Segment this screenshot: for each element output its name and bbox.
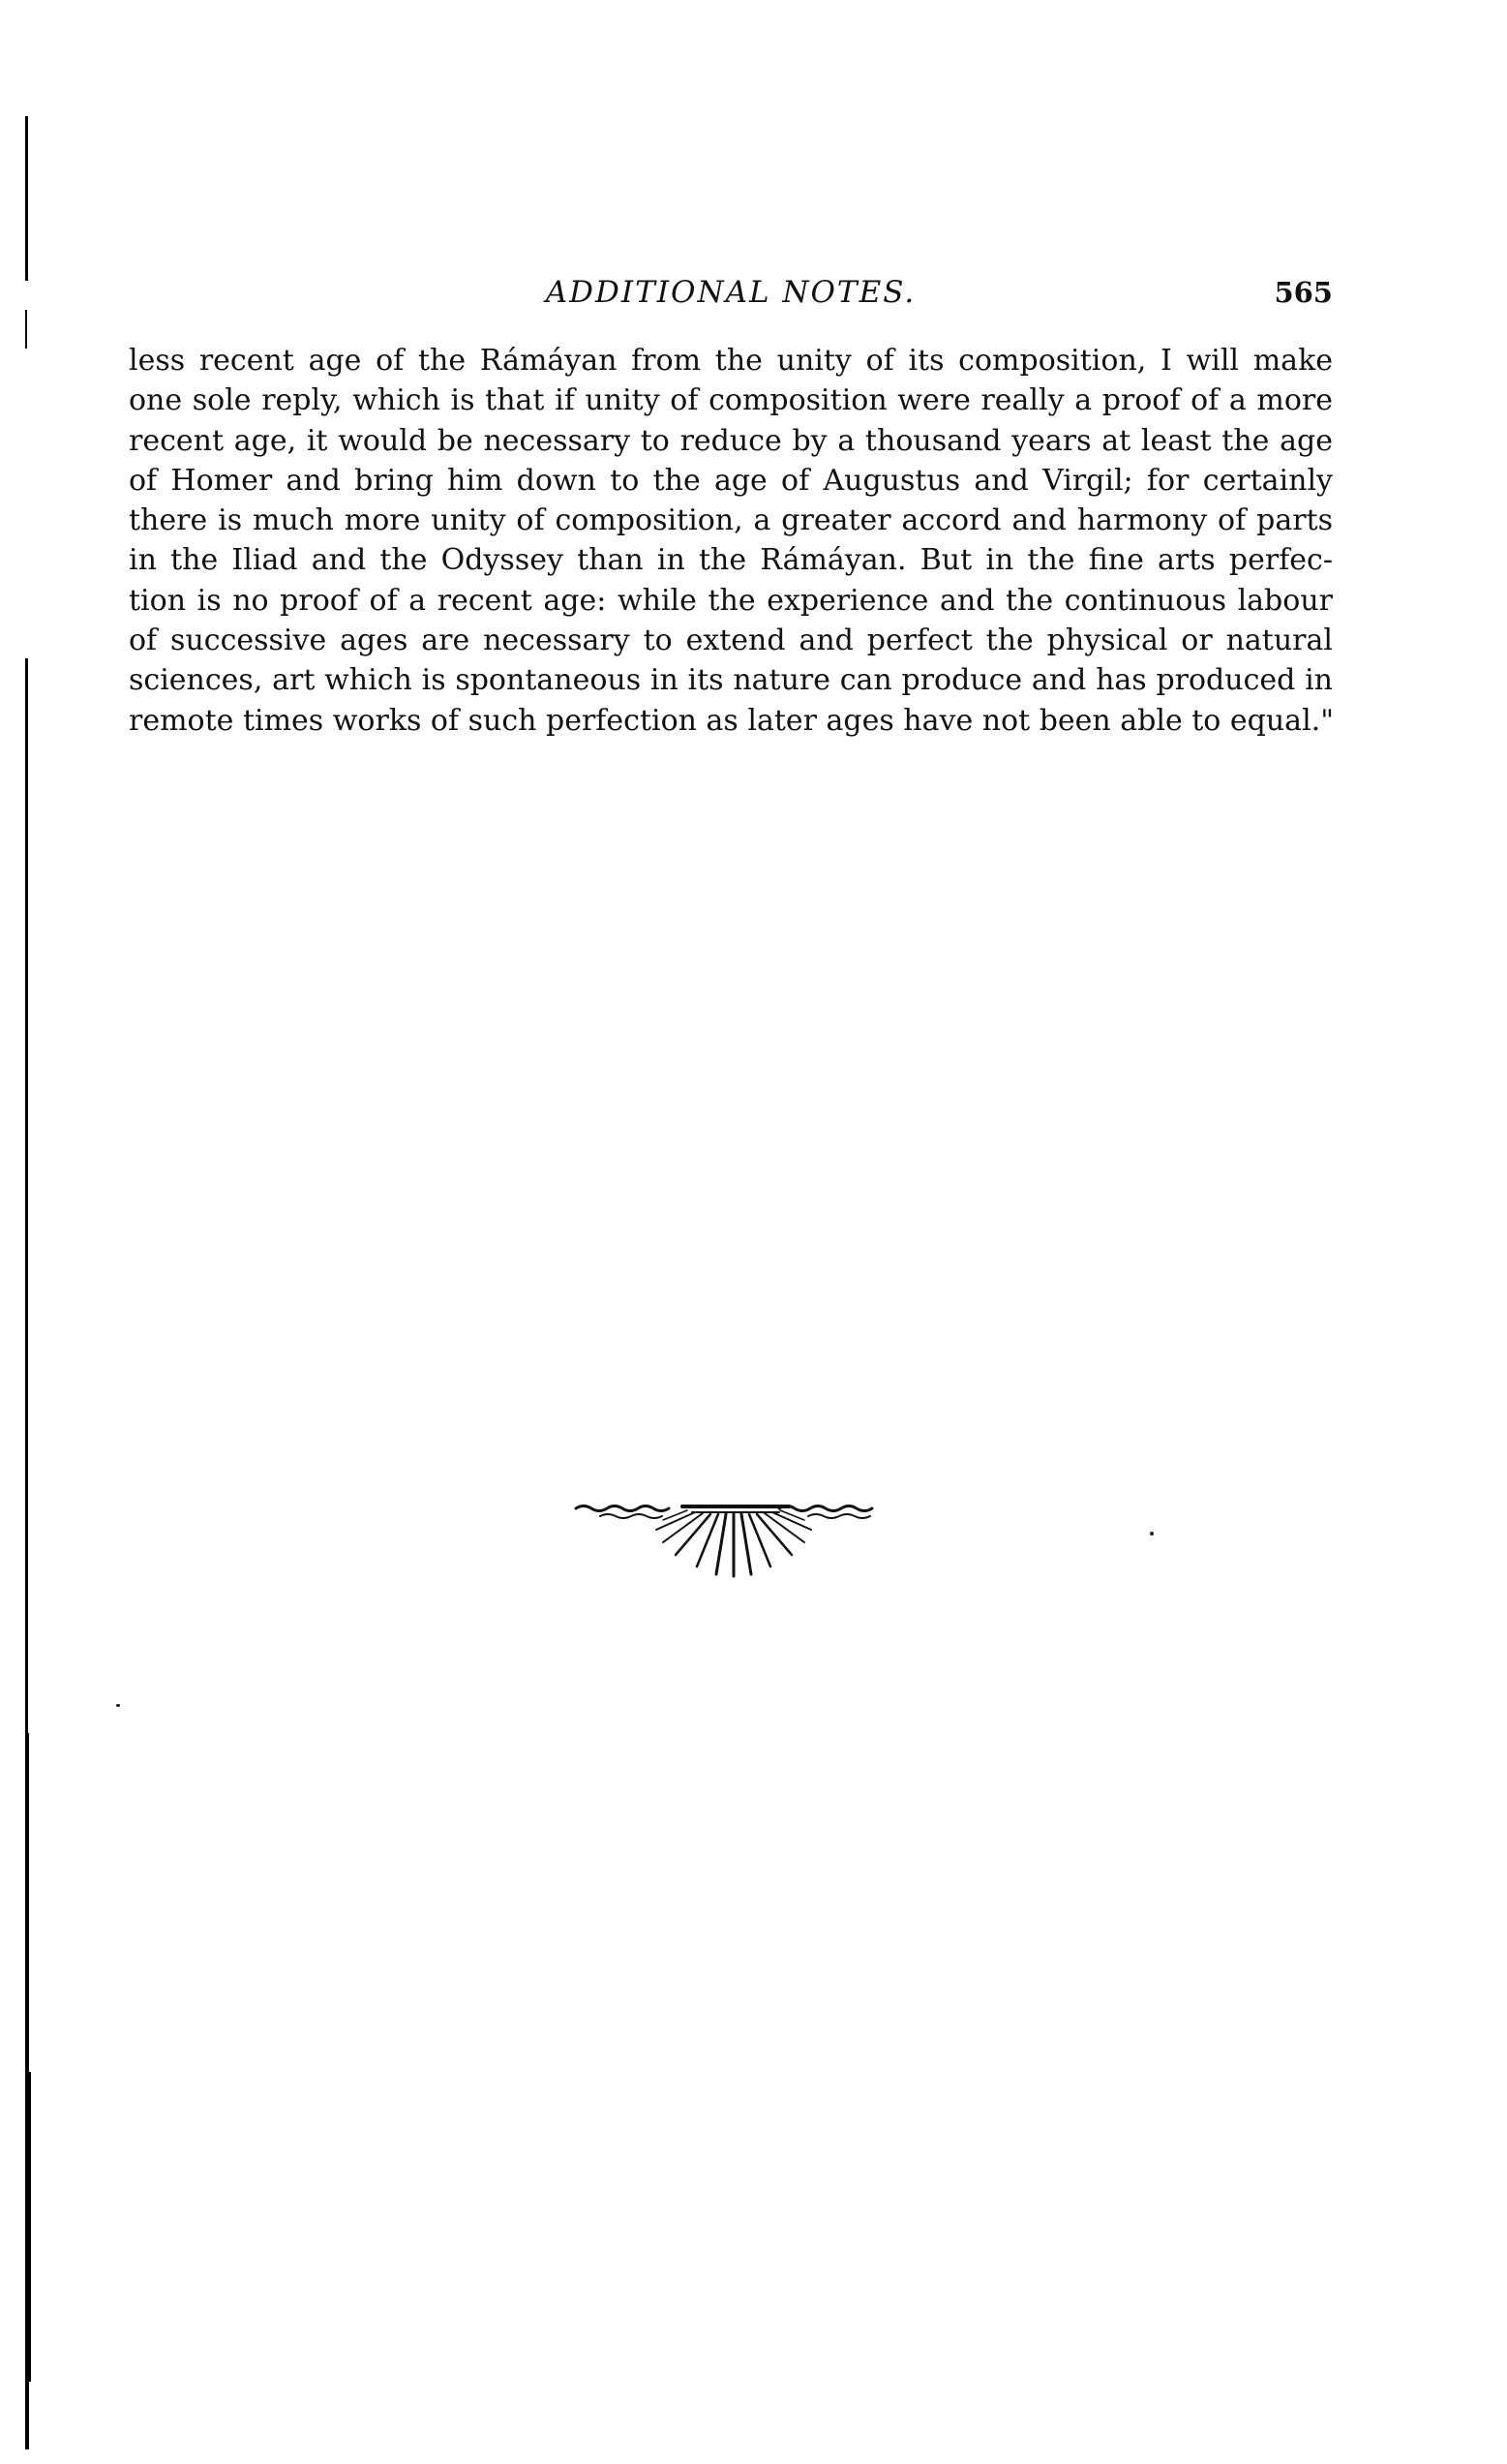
text-line: there is much more unity of composition, a greater accord and harmony of parts xyxy=(129,503,1333,538)
text-line: one sole reply, which is that if unity of composition were really a proof of a more xyxy=(129,383,1333,418)
scan-binding-edge xyxy=(25,116,31,2449)
text-line: recent age, it would be necessary to reduce by a thousand years at least the age xyxy=(129,423,1333,458)
text-line: less recent age of the Rámáyan from the unity of its composition, I will make xyxy=(129,344,1333,378)
text-line: in the Iliad and the Odyssey than in the Rámáyan. But in the fine arts perfec- xyxy=(129,543,1333,578)
running-head xyxy=(129,273,1333,316)
text-line: of Homer and bring him down to the age of Augustus and Virgil; for certainly xyxy=(129,463,1333,498)
running-title: ADDITIONAL NOTES. xyxy=(545,275,917,310)
text-line: sciences, art which is spontaneous in its nature can produce and has produced in xyxy=(129,663,1333,698)
text-line: of successive ages are necessary to extend and perfect the physical or natural xyxy=(129,624,1333,658)
sunburst-tailpiece-icon xyxy=(571,1489,900,1586)
body-paragraph xyxy=(129,341,1333,741)
scan-speck xyxy=(116,1704,120,1707)
page-number: 565 xyxy=(1274,276,1333,309)
text-line: tion is no proof of a recent age: while the experience and the continuous labour xyxy=(129,583,1333,618)
text-line: remote times works of such perfection as later ages have not been able to equal." xyxy=(129,703,1334,738)
scan-speck xyxy=(1150,1532,1154,1536)
